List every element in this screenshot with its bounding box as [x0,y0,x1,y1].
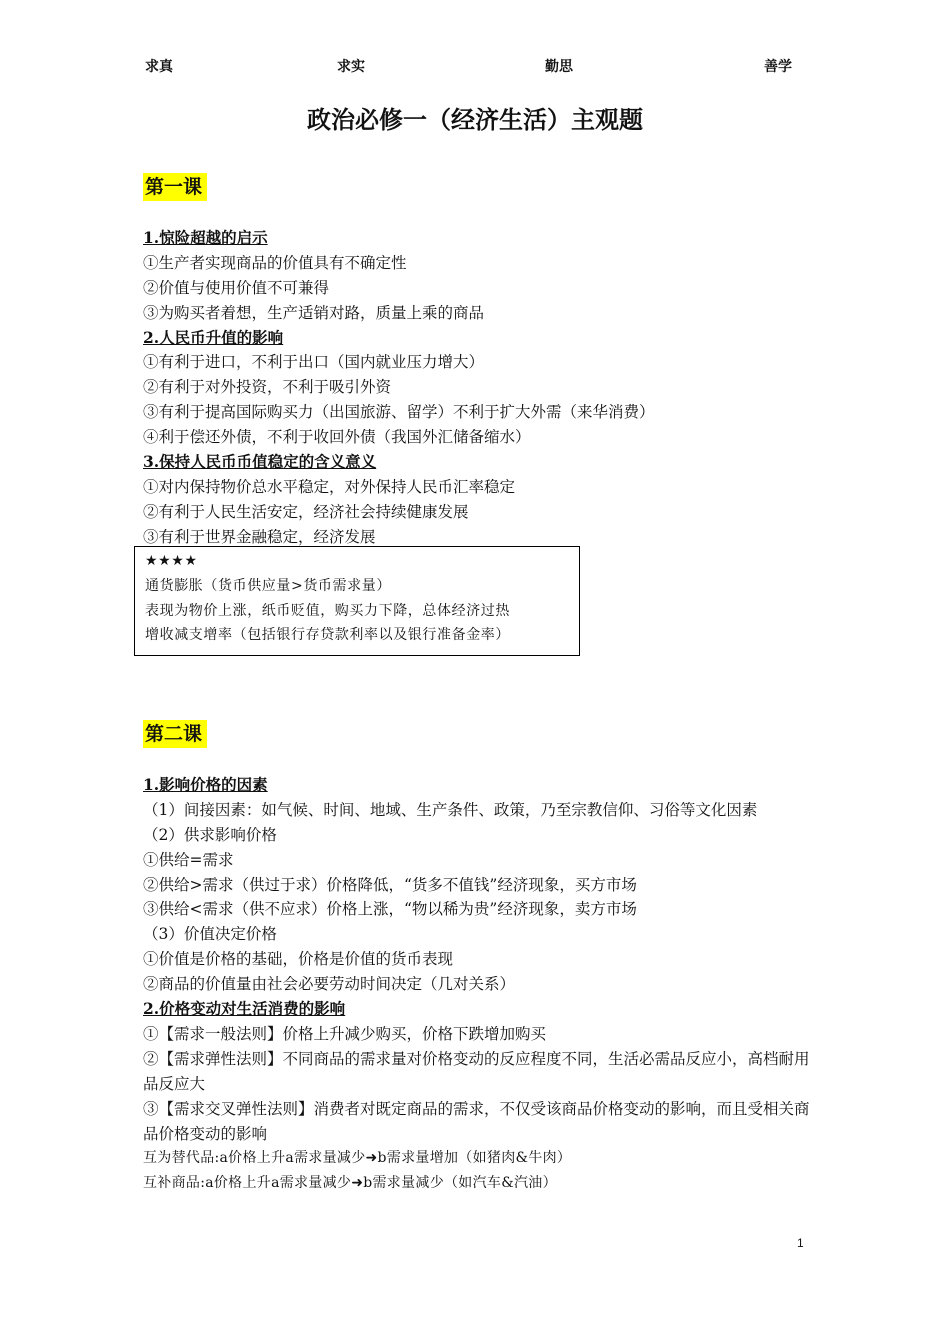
content-line: ②有利于对外投资，不利于吸引外资 [143,378,392,397]
content-line: ③为购买者着想，生产适销对路，质量上乘的商品 [143,303,485,322]
content-line: ③有利于世界金融稳定，经济发展 [143,527,376,546]
star-rating: ★★★★ [145,553,198,569]
header-motto-2: 求实 [337,59,365,75]
content-line: ①对内保持物价总水平稳定，对外保持人民币汇率稳定 [143,477,516,496]
section-heading: 1.惊险超越的启示 [143,228,268,247]
content-line: 互补商品:a价格上升a需求量减少➜b需求量减少（如汽车&汽油） [143,1175,557,1192]
lesson-1-label: 第一课 [143,173,207,201]
box-line: 增收减支增率（包括银行存贷款利率以及银行准备金率） [145,627,510,644]
content-line: ②有利于人民生活安定，经济社会持续健康发展 [143,502,469,521]
content-line: ②价值与使用价值不可兼得 [143,278,330,297]
section-heading: 1.影响价格的因素 [143,775,268,794]
content-line: （1）间接因素：如气候、时间、地域、生产条件、政策，乃至宗教信仰、习俗等文化因素 [143,800,758,819]
lesson-2-content [143,773,823,1196]
header-motto-3: 勤思 [545,59,573,75]
page-title: 政治必修一（经济生活）主观题 [307,105,643,134]
header-motto-4: 善学 [764,59,792,75]
content-line: ③供给<需求（供不应求）价格上涨，“物以稀为贵”经济现象，卖方市场 [143,900,637,919]
key-point-box [134,546,580,656]
content-line: 互为替代品:a价格上升a需求量减少➜b需求量增加（如猪肉&牛肉） [143,1150,572,1167]
content-line: ②商品的价值量由社会必要劳动时间决定（几对关系） [143,975,516,994]
section-heading: 2.价格变动对生活消费的影响 [143,999,346,1019]
section-heading: 3.保持人民币币值稳定的含义意义 [143,452,377,472]
content-line: （2）供求影响价格 [143,825,277,844]
content-line: ②【需求弹性法则】不同商品的需求量对价格变动的反应程度不同，生活必需品反应小，高档耐用品反应大 [143,1049,810,1093]
page-header [0,56,950,78]
lesson-1-content [143,226,823,550]
content-line: ①有利于进口，不利于出口（国内就业压力增大） [143,353,485,372]
content-line: ③有利于提高国际购买力（出国旅游、留学）不利于扩大外需（来华消费） [143,403,655,422]
box-line: 表现为物价上涨，纸币贬值，购买力下降，总体经济过热 [145,602,510,619]
content-line: ①【需求一般法则】价格上升减少购买，价格下跌增加购买 [143,1024,547,1043]
content-line: ①供给=需求 [143,850,234,869]
page-number: 1 [797,1236,804,1250]
lesson-2-label: 第二课 [143,720,207,748]
content-line: ①价值是价格的基础，价格是价值的货币表现 [143,950,454,969]
box-line: 通货膨胀（货币供应量>货币需求量） [145,577,391,594]
content-line: ①生产者实现商品的价值具有不确定性 [143,253,407,272]
section-heading: 2.人民币升值的影响 [143,327,284,347]
header-motto-1: 求真 [145,59,173,75]
content-line: ②供给>需求（供过于求）价格降低，“货多不值钱”经济现象，买方市场 [143,875,637,894]
content-line: ③【需求交叉弹性法则】消费者对既定商品的需求，不仅受该商品价格变动的影响，而且受相关商品价格变动的影响 [143,1099,810,1143]
content-line: （3）价值决定价格 [143,925,277,944]
content-line: ④利于偿还外债，不利于收回外债（我国外汇储备缩水） [143,428,531,447]
